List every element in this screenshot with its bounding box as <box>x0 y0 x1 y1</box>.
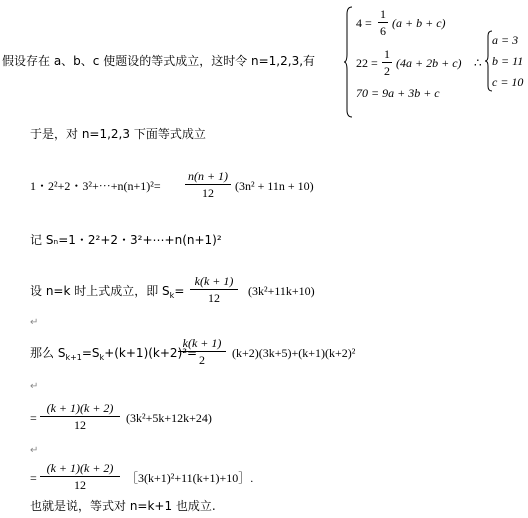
left-brace-system <box>344 6 354 118</box>
solution-c: c = 10 <box>492 75 524 89</box>
line-5-subscript: k <box>169 291 175 300</box>
eq2-denominator: 2 <box>384 64 390 78</box>
solution-a: a = 3 <box>492 33 519 47</box>
line-7-rhs: (3k²+5k+12k+24) <box>126 411 212 425</box>
line-6-text <box>30 346 198 362</box>
line-6-tail: +(k+1)(k+2)²= <box>104 346 198 360</box>
line-6-numerator: k(k + 1) <box>178 337 226 352</box>
line-5-fraction <box>190 275 238 304</box>
eq2-rhs: (4a + 2b + c) <box>396 56 462 70</box>
line-6-denominator: 2 <box>199 353 205 367</box>
line-8-fraction <box>40 462 120 491</box>
line-7-eq: = <box>30 411 37 425</box>
line-4-text: 记 Sₙ=1・2²+2・3²+⋯+n(n+1)² <box>30 233 222 247</box>
line-8-eq: = <box>30 471 37 485</box>
line-9-text: 也就是说，等式对 n=k+1 也成立. <box>30 499 216 513</box>
line-7-numerator: (k + 1)(k + 2) <box>40 402 120 417</box>
line-6-prefix: 那么 S <box>30 346 66 360</box>
line-3-fraction <box>185 170 231 199</box>
line-3-numerator: n(n + 1) <box>185 170 231 185</box>
eq1-fraction <box>378 8 388 37</box>
line-5-rhs: (3k²+11k+10) <box>248 284 315 298</box>
therefore-symbol: ∴ <box>474 56 482 70</box>
solution-b: b = 11 <box>492 54 524 68</box>
line-8-denominator: 12 <box>74 478 86 492</box>
line-3-rhs: (3n² + 11n + 10) <box>235 179 314 193</box>
line-5-prefix: 设 n=k 时上式成立，即 S <box>30 284 170 298</box>
return-mark-2: ↵ <box>30 381 39 392</box>
line-6-subscript-2: k <box>99 353 105 362</box>
line-6-mid: =S <box>81 346 100 360</box>
eq2-fraction <box>382 48 392 77</box>
eq1-denominator: 6 <box>380 24 386 38</box>
eq1-numerator: 1 <box>380 7 386 21</box>
eq3: 70 = 9a + 3b + c <box>356 86 440 100</box>
eq2-lhs: 22 = <box>356 56 378 70</box>
line-6-subscript-1: k+1 <box>65 353 82 362</box>
line-8-numerator: (k + 1)(k + 2) <box>40 462 120 477</box>
eq1-lhs: 4 = <box>356 16 372 30</box>
line-3-denominator: 12 <box>202 186 214 200</box>
eq2-numerator: 1 <box>384 47 390 61</box>
line-8-rhs: ［3(k+1)²+11(k+1)+10］. <box>126 471 254 485</box>
line-5-numerator: k(k + 1) <box>190 275 238 290</box>
line-7-denominator: 12 <box>74 418 86 432</box>
line-5-eq: = <box>174 284 185 298</box>
intro-text: 假设存在 a、b、c 使题设的等式成立，这时令 n=1,2,3,有 <box>2 54 316 68</box>
line-6-fraction <box>178 337 226 366</box>
line-5-text <box>30 284 185 300</box>
line-7-fraction <box>40 402 120 431</box>
line-6-rhs: (k+2)(3k+5)+(k+1)(k+2)² <box>232 346 356 360</box>
return-mark-1: ↵ <box>30 317 39 328</box>
eq1-rhs: (a + b + c) <box>392 16 446 30</box>
line-5-denominator: 12 <box>208 291 220 305</box>
line-3-lhs: 1・2²+2・3²+⋯+n(n+1)²= <box>30 179 161 193</box>
return-mark-3: ↵ <box>30 445 39 456</box>
line-2-text: 于是，对 n=1,2,3 下面等式成立 <box>30 127 206 141</box>
